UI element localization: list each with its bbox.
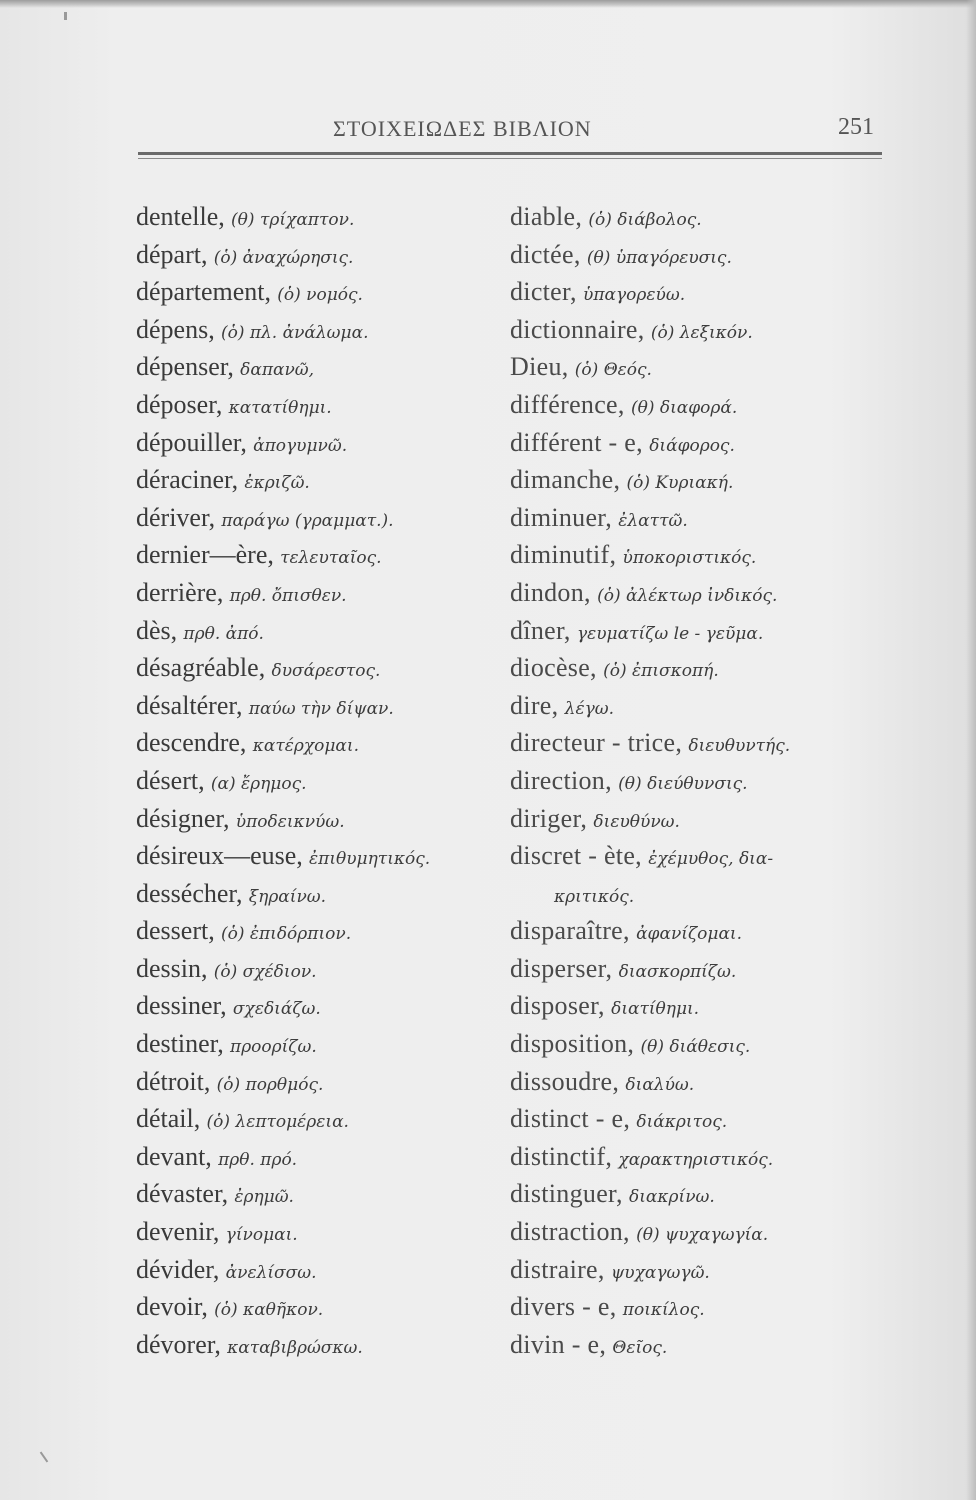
entry-translation: διάκριτος. <box>636 1112 728 1133</box>
entry-headword: divin - e, <box>510 1329 607 1359</box>
dictionary-entry <box>510 348 880 386</box>
entry-translation: καταβιβρώσκω. <box>227 1337 363 1358</box>
dictionary-entry <box>510 386 880 424</box>
entry-headword: direction, <box>510 765 612 795</box>
entry-translation: (ὁ) νομός. <box>277 285 363 306</box>
dictionary-entry <box>136 499 506 537</box>
entry-translation: (ὁ) ἀλέκτωρ ἰνδικός. <box>597 585 778 606</box>
entry-translation: πρθ. πρό. <box>218 1149 298 1170</box>
dictionary-entry <box>136 649 506 687</box>
entry-translation: δυσάρεστος. <box>271 661 381 682</box>
entry-translation: ὑποκοριστικός. <box>622 548 757 569</box>
dictionary-entry <box>510 987 880 1025</box>
entry-translation: ἐπιθυμητικός. <box>309 849 431 870</box>
dictionary-entry <box>136 1288 506 1326</box>
entry-headword: dévorer, <box>136 1329 221 1359</box>
dictionary-entry <box>510 273 880 311</box>
entry-headword: dîner, <box>510 615 571 645</box>
entry-headword: destiner, <box>136 1029 224 1059</box>
dictionary-entry <box>510 536 880 574</box>
entry-headword: dictée, <box>510 239 581 269</box>
entry-translation: προορίζω. <box>230 1037 317 1058</box>
entry-headword: dentelle, <box>136 202 225 231</box>
entry-translation: κατέρχομαι. <box>252 736 359 757</box>
entry-translation: ἐχέμυθος, δια- <box>648 849 774 870</box>
entry-translation: Θεῖος. <box>612 1337 668 1358</box>
entry-headword: devenir, <box>136 1217 220 1247</box>
entry-translation: δαπανῶ, <box>240 360 315 381</box>
dictionary-entry <box>136 912 506 950</box>
dictionary-entry <box>510 1326 880 1364</box>
entry-headword: dindon, <box>510 577 591 607</box>
entry-translation: πρθ. ὄπισθεν. <box>229 585 347 606</box>
entry-headword: distinctif, <box>510 1141 613 1171</box>
dictionary-entry <box>136 1175 506 1213</box>
entry-translation: ἀνελίσσω. <box>225 1262 317 1283</box>
entry-translation: τελευταῖος. <box>280 548 382 569</box>
entry-translation: (ὁ) ἐπισκοπή. <box>603 661 719 682</box>
dictionary-entry <box>136 348 506 386</box>
dictionary-entry <box>510 1138 880 1176</box>
dictionary-entry <box>510 1251 880 1289</box>
dictionary-entry <box>136 273 506 311</box>
dictionary-entry <box>510 800 880 838</box>
entry-translation: (ὁ) πορθμός. <box>216 1074 324 1095</box>
entry-headword: devant, <box>136 1141 212 1171</box>
dictionary-entry <box>510 1100 880 1138</box>
dictionary-entry <box>510 198 880 236</box>
entry-translation: (θ) ψυχαγωγία. <box>636 1225 769 1246</box>
entry-headword: dépens, <box>136 314 215 344</box>
entry-headword: départ, <box>136 239 208 269</box>
entry-translation: (ὁ) λεξικόν. <box>650 322 753 343</box>
entry-translation: (ὁ) λεπτομέρεια. <box>206 1112 349 1133</box>
entry-headword: dictionnaire, <box>510 314 645 344</box>
entry-headword: derrière, <box>136 577 224 607</box>
dictionary-entry <box>510 837 880 875</box>
entry-translation: (ὁ) σχέδιον. <box>213 961 317 982</box>
dictionary-entry <box>136 1025 506 1063</box>
header-rule-thin <box>138 158 882 159</box>
entry-headword: détail, <box>136 1104 201 1134</box>
dictionary-entry <box>136 612 506 650</box>
entry-headword: département, <box>136 277 271 307</box>
entry-translation: λέγω. <box>564 698 614 719</box>
dictionary-entry <box>136 1138 506 1176</box>
entry-translation: (ὁ) Θεός. <box>574 360 652 381</box>
dictionary-entry <box>136 574 506 612</box>
entry-headword: dessin, <box>136 953 208 983</box>
dictionary-entry <box>136 724 506 762</box>
dictionary-entry <box>510 574 880 612</box>
entry-translation: χαρακτηριστικός. <box>618 1149 774 1170</box>
dictionary-entry <box>136 950 506 988</box>
entry-headword: diminutif, <box>510 540 617 570</box>
entry-headword: directeur - trice, <box>510 728 683 758</box>
dictionary-entry <box>136 1251 506 1289</box>
entry-headword: désaltérer, <box>136 690 243 720</box>
entry-headword: dicter, <box>510 277 577 307</box>
entry-headword: dès, <box>136 615 178 645</box>
entry-headword: désigner, <box>136 803 230 833</box>
dictionary-entry <box>510 311 880 349</box>
entry-headword: diable, <box>510 202 583 231</box>
entry-headword: diriger, <box>510 803 588 833</box>
entry-headword: Dieu, <box>510 352 569 382</box>
entry-translation: διακρίνω. <box>629 1187 715 1208</box>
entry-headword: distinct - e, <box>510 1104 631 1134</box>
entry-headword: disposer, <box>510 991 605 1021</box>
entry-headword: dépenser, <box>136 352 234 382</box>
dictionary-entry <box>510 1063 880 1101</box>
dictionary-entry <box>510 724 880 762</box>
entry-translation: (θ) τρίχαπτον. <box>231 210 355 230</box>
dictionary-entry <box>510 461 880 499</box>
dictionary-entry <box>510 762 880 800</box>
entry-headword: distinguer, <box>510 1179 623 1209</box>
page-top-edge <box>0 0 976 8</box>
entry-headword: dévider, <box>136 1254 220 1284</box>
entry-headword: différence, <box>510 389 625 419</box>
entry-translation: σχεδιάζω. <box>232 999 321 1020</box>
margin-mark <box>64 12 67 20</box>
dictionary-entry <box>136 386 506 424</box>
entry-translation: διατίθημι. <box>611 999 700 1020</box>
entry-headword: descendre, <box>136 728 247 758</box>
dictionary-entry <box>136 875 506 913</box>
dictionary-entry <box>136 311 506 349</box>
entry-translation: (ὁ) ἐπιδόρπιον. <box>220 924 352 945</box>
entry-headword: dessiner, <box>136 991 227 1021</box>
dictionary-entry <box>510 1288 880 1326</box>
entry-headword: détroit, <box>136 1066 211 1096</box>
dictionary-entry <box>510 1175 880 1213</box>
entry-headword: distraction, <box>510 1217 630 1247</box>
dictionary-entry <box>136 1213 506 1251</box>
entry-translation: παράγω (γραμματ.). <box>221 510 394 531</box>
entry-translation: ἐλαττῶ. <box>618 510 688 531</box>
entry-translation: κριτικός. <box>554 886 635 907</box>
dictionary-entry <box>510 875 880 913</box>
entry-headword: discret - ète, <box>510 841 642 871</box>
entry-translation: (ὁ) ἀναχώρησις. <box>213 247 354 268</box>
entry-headword: dériver, <box>136 502 216 532</box>
entry-translation: ἀπογυμνῶ. <box>253 435 348 456</box>
entry-headword: devoir, <box>136 1292 208 1322</box>
entry-translation: (ὁ) καθῆκον. <box>214 1300 324 1321</box>
entry-translation: διευθύνω. <box>593 811 680 832</box>
right-column <box>510 198 880 1363</box>
entry-translation: (θ) διάθεσις. <box>640 1037 751 1058</box>
entry-headword: disparaître, <box>510 916 630 946</box>
margin-mark <box>40 1452 49 1463</box>
running-head: ΣΤΟΙΧΕΙΩΔΕΣ ΒΙΒΛΙΟΝ <box>333 116 592 141</box>
entry-headword: différent - e, <box>510 427 643 457</box>
entry-headword: diocèse, <box>510 653 597 683</box>
entry-headword: dévaster, <box>136 1179 229 1209</box>
entry-translation: (ὁ) διάβολος. <box>588 210 702 230</box>
dictionary-entry <box>136 236 506 274</box>
dictionary-entry <box>136 687 506 725</box>
dictionary-entry <box>510 649 880 687</box>
entry-headword: distraire, <box>510 1254 605 1284</box>
left-column <box>136 198 506 1363</box>
entry-headword: dissoudre, <box>510 1066 620 1096</box>
entry-headword: dernier—ère, <box>136 540 274 570</box>
dictionary-entry <box>510 424 880 462</box>
entry-translation: γίνομαι. <box>225 1225 298 1246</box>
dictionary-entry <box>510 950 880 988</box>
entry-headword: diminuer, <box>510 502 613 532</box>
dictionary-entry <box>136 1326 506 1364</box>
dictionary-entry <box>136 800 506 838</box>
dictionary-entry <box>136 461 506 499</box>
dictionary-entry <box>510 236 880 274</box>
entry-headword: disposition, <box>510 1029 635 1059</box>
entry-headword: dépouiller, <box>136 427 247 457</box>
entry-headword: désireux—euse, <box>136 841 303 871</box>
dictionary-entry <box>510 499 880 537</box>
entry-translation: πρθ. ἀπό. <box>183 623 264 644</box>
entry-translation: (α) ἔρημος. <box>210 773 307 794</box>
entry-translation: ξηραίνω. <box>248 886 327 907</box>
dictionary-entry <box>510 1025 880 1063</box>
entry-translation: κατατίθημι. <box>228 397 332 418</box>
header-rule <box>138 152 882 155</box>
entry-translation: ὑποδεικνύω. <box>235 811 345 832</box>
entry-headword: divers - e, <box>510 1292 617 1322</box>
entry-translation: ἀφανίζομαι. <box>636 924 742 945</box>
entry-headword: dire, <box>510 690 559 720</box>
entry-translation: (θ) ὑπαγόρευσις. <box>586 247 732 268</box>
entry-translation: (θ) διαφορά. <box>630 397 738 418</box>
entry-translation: γευματίζω le - γεῦμα. <box>576 623 764 644</box>
entry-headword: dessécher, <box>136 878 243 908</box>
dictionary-entry <box>136 198 506 236</box>
dictionary-entry <box>136 987 506 1025</box>
page-number: 251 <box>838 114 874 140</box>
entry-translation: (θ) διεύθυνσις. <box>618 773 748 794</box>
dictionary-entry <box>510 912 880 950</box>
entry-translation: ψυχαγωγῶ. <box>610 1262 710 1283</box>
entry-translation: διάφορος. <box>649 435 735 456</box>
entry-translation: (ὁ) Κυριακή. <box>626 473 734 494</box>
entry-translation: διαλύω. <box>625 1074 695 1095</box>
entry-headword: disperser, <box>510 953 613 983</box>
entry-translation: διασκορπίζω. <box>618 961 737 982</box>
dictionary-entry <box>510 612 880 650</box>
entry-headword: déraciner, <box>136 465 239 495</box>
dictionary-entry <box>510 687 880 725</box>
entry-headword: désagréable, <box>136 653 266 683</box>
dictionary-entry <box>136 1063 506 1101</box>
dictionary-entry <box>136 762 506 800</box>
dictionary-entry <box>136 837 506 875</box>
entry-translation: ποικίλος. <box>622 1300 705 1321</box>
dictionary-entry <box>136 1100 506 1138</box>
dictionary-entry <box>510 1213 880 1251</box>
entry-translation: παύω τὴν δίψαν. <box>248 698 394 719</box>
entry-headword: dimanche, <box>510 465 621 495</box>
entry-headword: dessert, <box>136 916 215 946</box>
entry-headword: déposer, <box>136 389 223 419</box>
entry-translation: ἐρημῶ. <box>234 1187 294 1208</box>
dictionary-entry <box>136 536 506 574</box>
dictionary-entry <box>136 424 506 462</box>
entry-headword: désert, <box>136 765 205 795</box>
entry-translation: διευθυντής. <box>688 736 791 757</box>
entry-translation: (ὁ) πλ. ἀνάλωμα. <box>220 322 369 343</box>
page-right-edge <box>966 0 976 1500</box>
entry-translation: ὑπαγορεύω. <box>583 285 686 306</box>
entry-translation: ἐκριζῶ. <box>244 473 310 494</box>
